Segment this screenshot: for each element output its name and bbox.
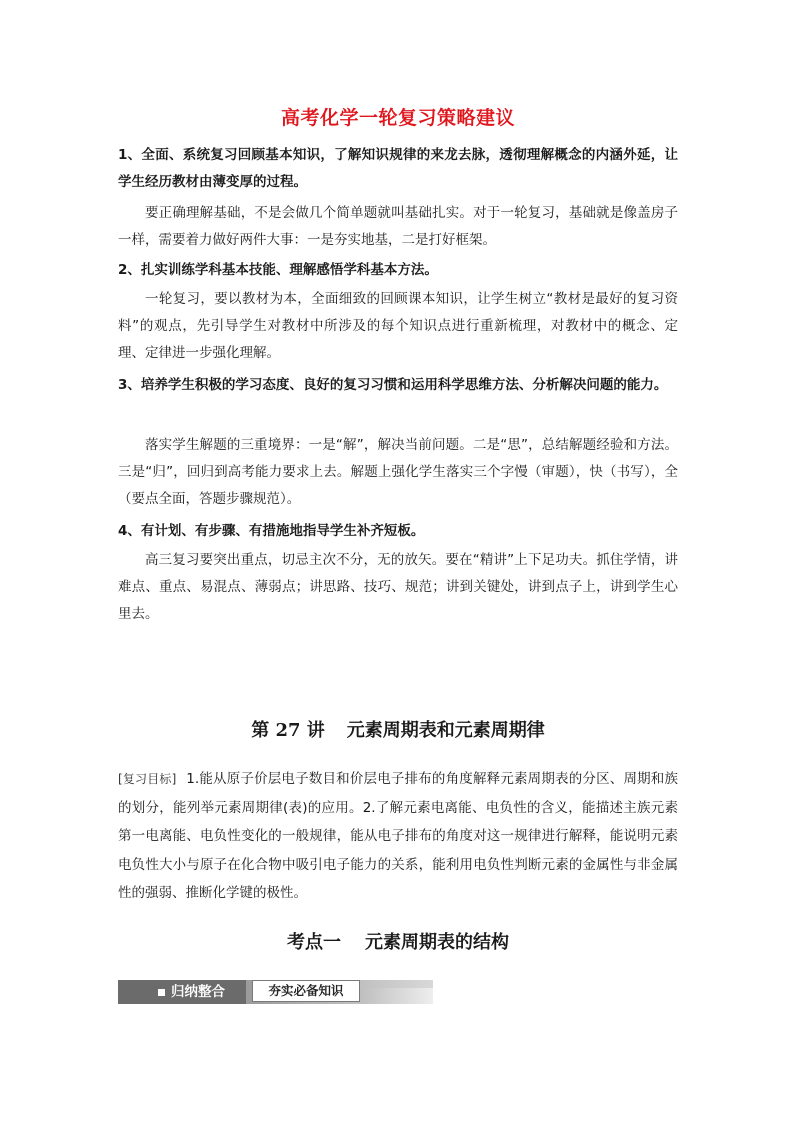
- section-4-heading: 4、有计划、有步骤、有措施地指导学生补齐短板。: [118, 523, 425, 539]
- review-text: 1.能从原子价层电子数目和价层电子排布的角度解释元素周期表的分区、周期和族的划分，能列举元素周期律(表)的应用。2.了解元素电离能、电负性的含义，能描述主族元素第一电离能、电负性变化的一般规律，能从电子排布的角度对这一规律进行解释，能说明元素电负性大小与原子在化合物中吸引电子能力的关系，能利用电负性判断元素的金属性与非金属性的强弱、推断化学键的极性。: [118, 771, 678, 901]
- section-2-body: 一轮复习，要以教材为本，全面细致的回顾课本知识，让学生树立“教材是最好的复习资料”的观点，先引导学生对教材中所涉及的每个知识点进行重新梳理，对教材中的概念、定理、定律进一步强化理解。: [118, 291, 678, 361]
- lecture-name: 元素周期表和元素周期律: [346, 720, 545, 741]
- section-1-body: 要正确理解基础，不是会做几个简单题就叫基础扎实。对于一轮复习，基础就是像盖房子一样，需要着力做好两件大事：一是夯实地基，二是打好框架。: [118, 205, 678, 248]
- review-tag: [复习目标]: [118, 772, 177, 786]
- banner-dark-label: [118, 980, 246, 1004]
- banner-light-label: 夯实必备知识: [252, 980, 360, 1002]
- section-title: [118, 928, 678, 954]
- lecture-number: 第 27 讲: [251, 720, 325, 741]
- document-title: 高考化学一轮复习策略建议: [280, 107, 515, 129]
- section-3-heading: 3、培养学生积极的学习态度、良好的复习习惯和运用科学思维方法、分析解决问题的能力。: [118, 377, 668, 393]
- section-4-body: 高三复习要突出重点，切忌主次不分，无的放矢。要在“精讲”上下足功夫。抓住学情，讲难点、重点、易混点、薄弱点；讲思路、技巧、规范；讲到关键处，讲到点子上，讲到学生心里去。: [118, 552, 678, 622]
- banner-fade: [358, 988, 433, 1004]
- section-name: 元素周期表的结构: [365, 932, 509, 953]
- square-bullet-icon: [158, 989, 165, 996]
- section-2-heading: 2、扎实训练学科基本技能、理解感悟学科基本方法。: [118, 262, 438, 278]
- lecture-title: [118, 716, 678, 742]
- section-1-heading: 1、全面、系统复习回顾基本知识，了解知识规律的来龙去脉，透彻理解概念的内涵外延，让学生经历教材由薄变厚的过程。: [118, 147, 678, 190]
- banner-dark-text: 归纳整合: [171, 984, 225, 1000]
- section-3-body: 落实学生解题的三重境界：一是“解”，解决当前问题。二是“思”，总结解题经验和方法。三是“归”，回归到高考能力要求上去。解题上强化学生落实三个字慢（审题），快（书写），全（要点全面，答题步骤规范）。: [118, 437, 678, 507]
- section-number: 考点一: [287, 932, 341, 953]
- review-goals: [118, 765, 678, 908]
